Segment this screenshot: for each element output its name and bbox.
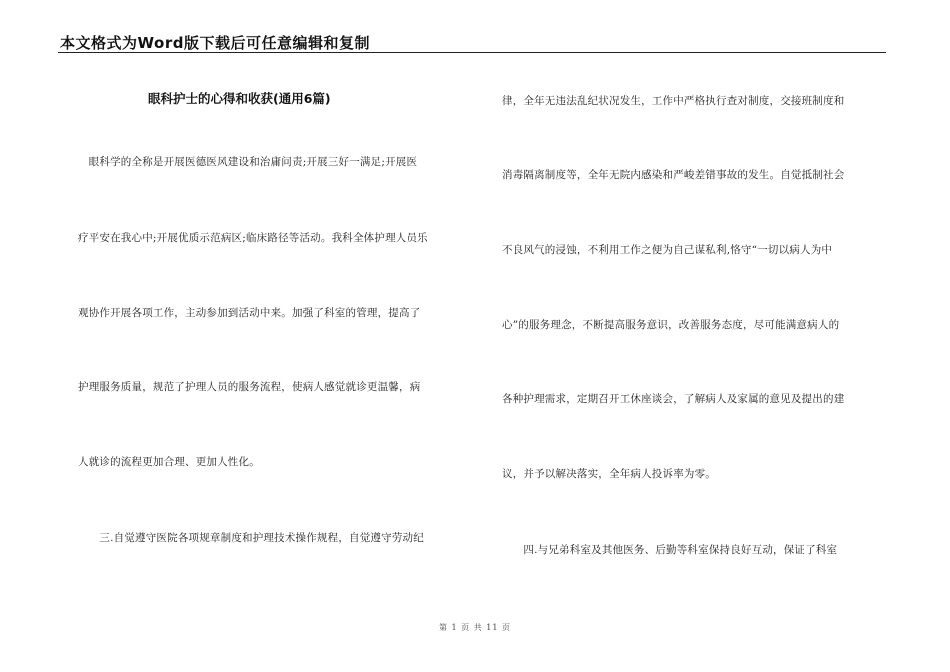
text-line: 律，全年无违法乱纪状况发生，工作中严格执行查对制度，交接班制度和 [502,95,845,107]
text-line: 消毒隔离制度等，全年无院内感染和严峻差错事故的发生。自觉抵制社会 [502,169,845,181]
text-line: 观协作开展各项工作，主动参加到活动中来。加强了科室的管理，提高了 [78,307,421,319]
page-header [58,30,886,53]
document-title: 眼科护士的心得和收获(通用6篇) [148,91,331,106]
page-number-footer: 第 1 页 共 11 页 [439,623,511,632]
text-line: 人就诊的流程更加合理、更加人性化。 [78,456,260,468]
text-line: 四.与兄弟科室及其他医务、后勤等科室保持良好互动，保证了科室 [502,544,838,556]
header-text: 本文格式为Word版下载后可任意编辑和复制 [60,34,370,52]
text-line: 各种护理需求，定期召开工休座谈会，了解病人及家属的意见及提出的建 [502,393,845,405]
text-line: 心”的服务理念，不断提高服务意识，改善服务态度，尽可能满意病人的 [502,319,840,331]
text-line: 三.自觉遵守医院各项规章制度和护理技术操作规程，自觉遵守劳动纪 [78,532,424,544]
text-line: 议，并予以解决落实，全年病人投诉率为零。 [502,468,716,480]
text-line: 眼科学的全称是开展医德医风建设和治庸问责;开展三好一满足;开展医 [78,156,418,168]
text-line: 护理服务质量，规范了护理人员的服务流程，使病人感觉就诊更温馨，病 [78,381,421,393]
text-line: 不良风气的浸蚀，不利用工作之便为自己谋私利,恪守“一切以病人为中 [502,244,833,256]
text-line: 疗平安在我心中;开展优质示范病区;临床路径等活动。我科全体护理人员乐 [78,232,428,244]
